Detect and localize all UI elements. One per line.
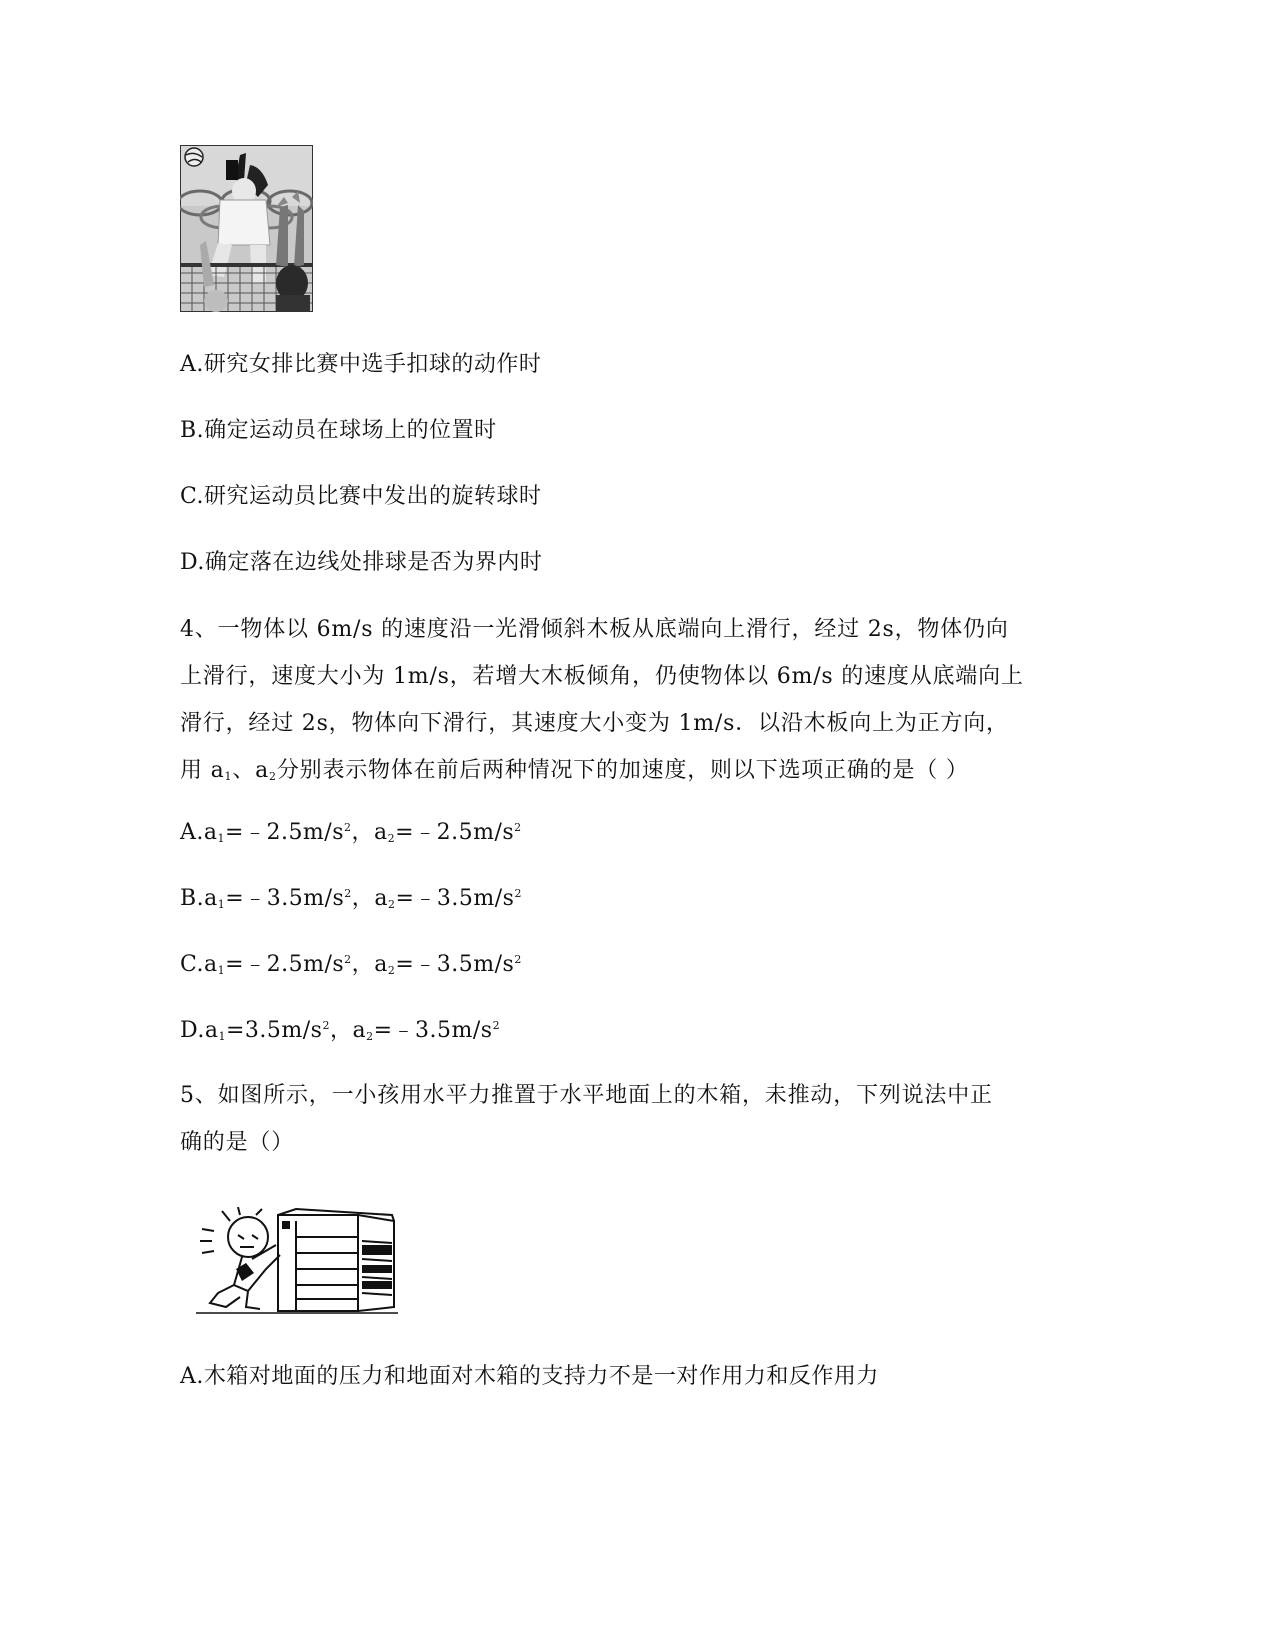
q4-option-c — [180, 950, 522, 980]
q4-option-d — [180, 1016, 500, 1046]
subscript: 1 — [218, 1030, 226, 1043]
option-label: D. — [180, 1018, 205, 1043]
symbol: a — [204, 952, 218, 977]
value: =﹣2.5m/s — [225, 952, 345, 977]
q4-text: 用 a — [180, 758, 225, 783]
volleyball-spike-photo — [180, 145, 313, 312]
value: =3.5m/s — [225, 1018, 323, 1043]
q4-option-a — [180, 818, 522, 848]
q3-option-d: D.确定落在边线处排球是否为界内时 — [180, 550, 543, 575]
child-pushing-box-illustration — [196, 1207, 398, 1317]
q4-stem-line-3: 滑行，经过 2s，物体向下滑行，其速度大小变为 1m/s．以沿木板向上为正方向， — [180, 711, 1009, 736]
q5-stem-line-1: 5、如图所示，一小孩用水平力推置于水平地面上的木箱，未推动，下列说法中正 — [180, 1083, 993, 1108]
symbol: a — [203, 820, 218, 845]
superscript: 2 — [514, 953, 522, 966]
separator: ， — [351, 952, 375, 977]
q5-stem — [180, 1072, 1040, 1166]
superscript: 2 — [514, 821, 522, 834]
option-label: A. — [180, 820, 204, 845]
symbol: a — [374, 886, 388, 911]
symbol: a — [204, 886, 218, 911]
q4-stem-line-2: 上滑行，速度大小为 1m/s，若增大木板倾角，仍使物体以 6m/s 的速度从底端向上 — [180, 664, 1024, 689]
subscript: 1 — [217, 832, 226, 845]
subscript: 2 — [269, 770, 277, 783]
superscript: 2 — [344, 821, 352, 834]
subscript: 1 — [217, 898, 226, 911]
subscript: 1 — [224, 770, 233, 783]
subscript: 2 — [387, 832, 396, 845]
superscript: 2 — [344, 887, 352, 900]
q3-option-b: B.确定运动员在球场上的位置时 — [180, 418, 497, 443]
option-label: C. — [180, 952, 205, 977]
value: =﹣3.5m/s — [373, 1018, 493, 1043]
subscript: 2 — [387, 898, 396, 911]
separator: ， — [329, 1018, 353, 1043]
option-label: B. — [180, 886, 205, 911]
q5-stem-line-2: 确的是（） — [180, 1130, 295, 1155]
symbol: a — [352, 1018, 367, 1043]
q4-text: 分别表示物体在前后两种情况下的加速度，则以下选项正确的是（ ） — [276, 758, 969, 783]
value: =﹣3.5m/s — [395, 886, 515, 911]
subscript: 1 — [217, 964, 226, 977]
superscript: 2 — [344, 953, 352, 966]
value: =﹣2.5m/s — [395, 820, 515, 845]
value: =﹣2.5m/s — [225, 820, 345, 845]
q3-option-c: C.研究运动员比赛中发出的旋转球时 — [180, 484, 542, 509]
q4-stem-line-1: 4、一物体以 6m/s 的速度沿一光滑倾斜木板从底端向上滑行，经过 2s，物体仍向 — [180, 617, 1009, 642]
symbol: a — [374, 820, 388, 845]
superscript: 2 — [514, 887, 522, 900]
separator: ， — [351, 886, 375, 911]
q5-option-a: A.木箱对地面的压力和地面对木箱的支持力不是一对作用力和反作用力 — [180, 1364, 879, 1389]
separator: ， — [351, 820, 375, 845]
symbol: a — [374, 952, 388, 977]
superscript: 2 — [322, 1019, 330, 1032]
value: =﹣3.5m/s — [225, 886, 345, 911]
q4-text: 、a — [232, 758, 270, 783]
q3-option-a: A.研究女排比赛中选手扣球的动作时 — [180, 352, 542, 377]
subscript: 2 — [387, 964, 396, 977]
q4-stem-line-4 — [180, 747, 1040, 794]
q4-stem — [180, 606, 1040, 794]
superscript: 2 — [492, 1019, 501, 1032]
q4-option-b — [180, 884, 522, 914]
symbol: a — [204, 1018, 219, 1043]
value: =﹣3.5m/s — [395, 952, 515, 977]
subscript: 2 — [366, 1030, 374, 1043]
